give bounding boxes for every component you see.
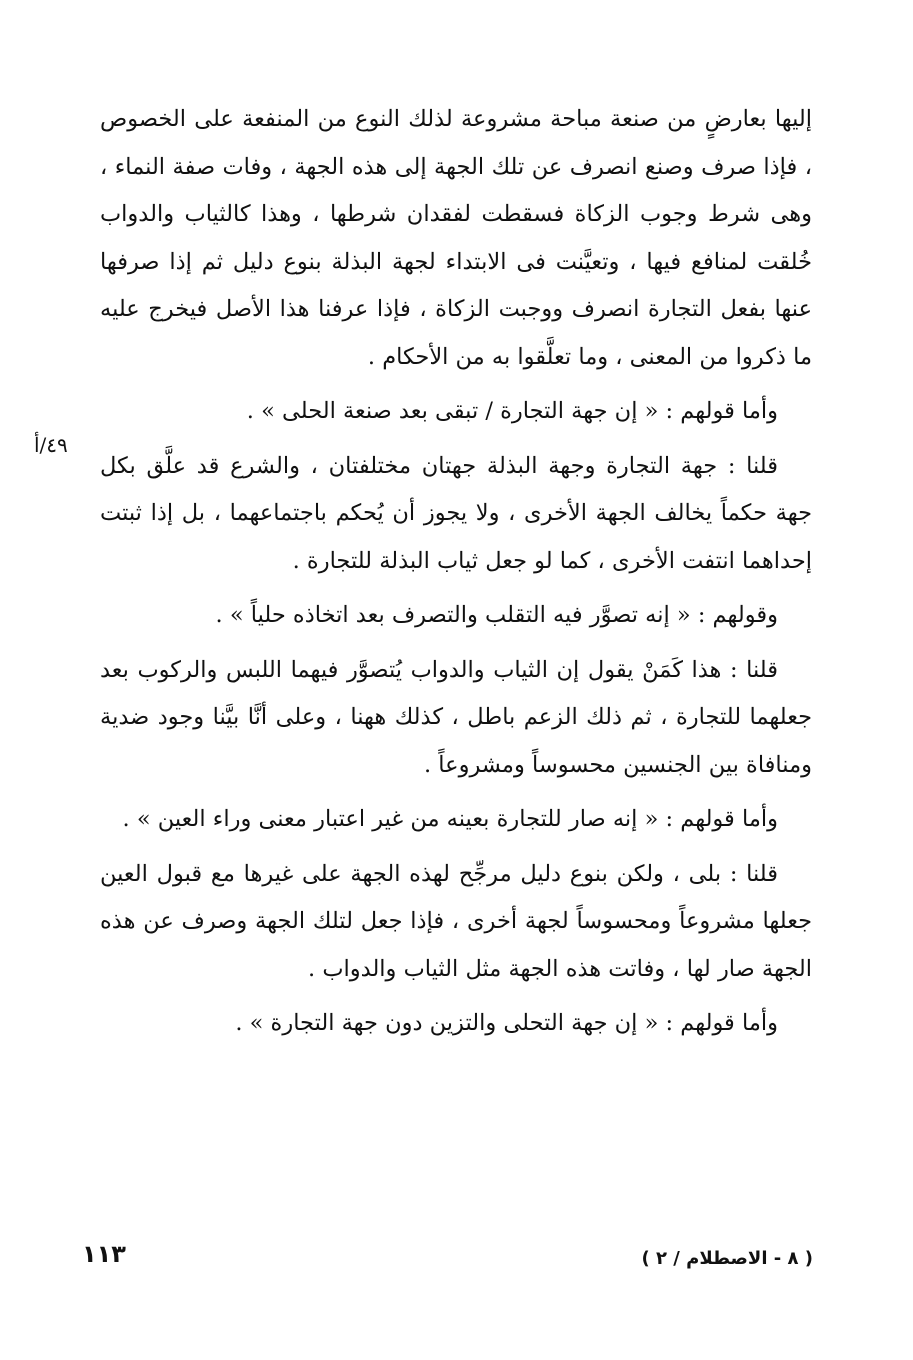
paragraph-6: وأما قولهم : « إنه صار للتجارة بعينه من غير اعتبار معنى وراء العين » . xyxy=(122,806,778,832)
paragraph-7: قلنا : بلى ، ولكن بنوع دليل مرجِّح لهذه الجهة على غيرها مع قبول العين جعلها مشروعاً ومحسوساً لجهة أخرى ، فإذا جعل لتلك الجهة وصرف عن هذه الجهة صار لها ، وفاتت هذه الجهة مثل الثياب والدواب . xyxy=(100,860,812,982)
paragraph-2: وأما قولهم : « إن جهة التجارة / تبقى بعد صنعة الحلى » . xyxy=(246,398,778,424)
paragraph-3: قلنا : جهة التجارة وجهة البذلة جهتان مختلفتان ، والشرع قد علَّق بكل جهة حكماً يخالف الجهة الأخرى ، ولا يجوز أن يُحكم باجتماعهما ، بل إذا ثبتت إحداهما انتفت الأخرى ، كما لو جعل ثياب البذلة للتجارة . xyxy=(100,452,812,574)
paragraph-8: وأما قولهم : « إن جهة التحلى والتزين دون جهة التجارة » . xyxy=(235,1010,778,1036)
paragraph-1: إليها بعارضٍ من صنعة مباحة مشروعة لذلك النوع من المنفعة على الخصوص ، فإذا صرف وصنع انصرف عن تلك الجهة إلى هذه الجهة ، وفات صفة النماء ، وهى شرط وجوب الزكاة فسقطت لفقدان شرطها ، وهذا كالثياب والدواب خُلقت لمنافع فيها ، وتعيَّنت فى الابتداء لجهة البذلة بنوع دليل ثم إذا صرفها عنها بفعل التجارة انصرف ووجبت الزكاة ، فإذا عرفنا هذا الأصل فيخرج عليه ما ذكروا من المعنى ، وما تعلَّقوا به من الأحكام . xyxy=(100,106,812,370)
body-text xyxy=(100,96,812,1048)
paragraph-5: قلنا : هذا كَمَنْ يقول إن الثياب والدواب يُتصوَّر فيهما اللبس والركوب بعد جعلهما للتجارة ، ثم ذلك الزعم باطل ، كذلك ههنا ، وعلى أنَّا بيَّنا وجود ضدية ومنافاة بين الجنسين محسوساً ومشروعاً . xyxy=(100,656,812,778)
paragraph-4: وقولهم : « إنه تصوَّر فيه التقلب والتصرف بعد اتخاذه حلياً » . xyxy=(215,602,778,628)
margin-folio-note: ٤٩/أ xyxy=(34,433,68,457)
footer-signature: ( ٨ - الاصطلام / ٢ ) xyxy=(641,1248,813,1269)
page-number: ١١٣ xyxy=(82,1240,126,1268)
